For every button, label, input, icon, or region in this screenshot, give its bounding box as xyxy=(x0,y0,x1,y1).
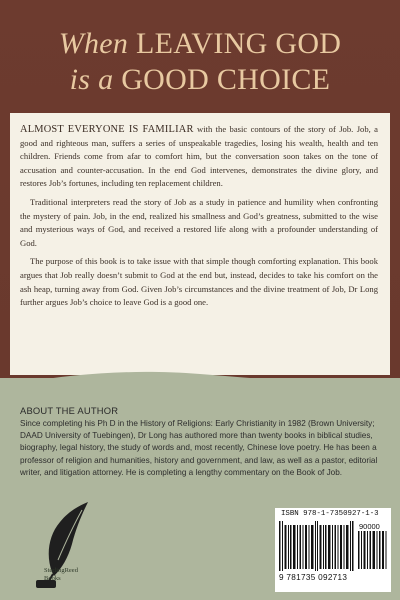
blurb-lead-in: ALMOST EVERYONE IS FAMILIAR xyxy=(20,124,194,135)
publisher-name-line-2: Books xyxy=(44,575,61,582)
blurb-paragraph-1 xyxy=(20,123,378,191)
title-word-is-a: is a xyxy=(69,63,114,96)
blurb-text xyxy=(20,123,378,315)
title-good-choice: GOOD CHOICE xyxy=(121,63,331,96)
barcode-bars xyxy=(279,521,389,571)
about-author-text: Since completing his Ph D in the History of Religions: Early Christianity in 1982 (Brown University; DAAD University of Tuebingen), Dr Long has authored more than twenty books in biblical studies, biography, legal history, the study of words and, most recently, Chinese love poetry. He has been a professor of religion and humanities, history and government, and law, as well as a pastor, editorial writer, and litigation attorney. He is completing a lengthy commentary on the Book of Job. xyxy=(20,419,378,477)
title-line-1 xyxy=(0,26,400,62)
blurb-paragraph-2: Traditional interpreters read the story of Job as a study in patience and humility when confronting the mystery of pain. Job, in the end, realized his smallness and God’s greatness, submitted to the wise and mysterious ways of God, and received a restored life along with a profounder understanding of God. xyxy=(20,196,378,248)
blurb-paragraph-1-body: with the basic contours of the story of Job. Job, a good and righteous man, suffers a series of unspeakable tragedies, losing his wealth, health and ten children. Friends come from afar to comfort him, but the conversation soon takes on the tone of accusation and counter-accusation. In the end God intervenes, demonstrates the divine glory, and restores Job’s fortunes, including ten replacement children. xyxy=(20,124,378,189)
publisher-name-line-1: SterlingReed xyxy=(44,567,78,574)
barcode-addon: 90000 xyxy=(359,522,380,531)
about-author-heading: ABOUT THE AUTHOR xyxy=(20,405,119,416)
book-title xyxy=(0,26,400,98)
title-leaving-god: LEAVING GOD xyxy=(136,27,342,60)
barcode-digits: 9 781735 092713 xyxy=(279,573,348,582)
blurb-paragraph-3: The purpose of this book is to take issue with that simple though comforting explanation. This book argues that Job really doesn’t submit to God at the end but, instead, decides to take his comfort on the ash heap, turning away from God. Given Job’s circumstances and the divine treatment of Job, Dr Long further argues Job’s choice to leave God is a good one. xyxy=(20,256,378,308)
title-word-when: When xyxy=(58,27,129,60)
title-line-2 xyxy=(0,62,400,98)
isbn-label: ISBN 978-1-7350927-1-3 xyxy=(281,510,379,518)
publisher-name xyxy=(44,567,104,583)
